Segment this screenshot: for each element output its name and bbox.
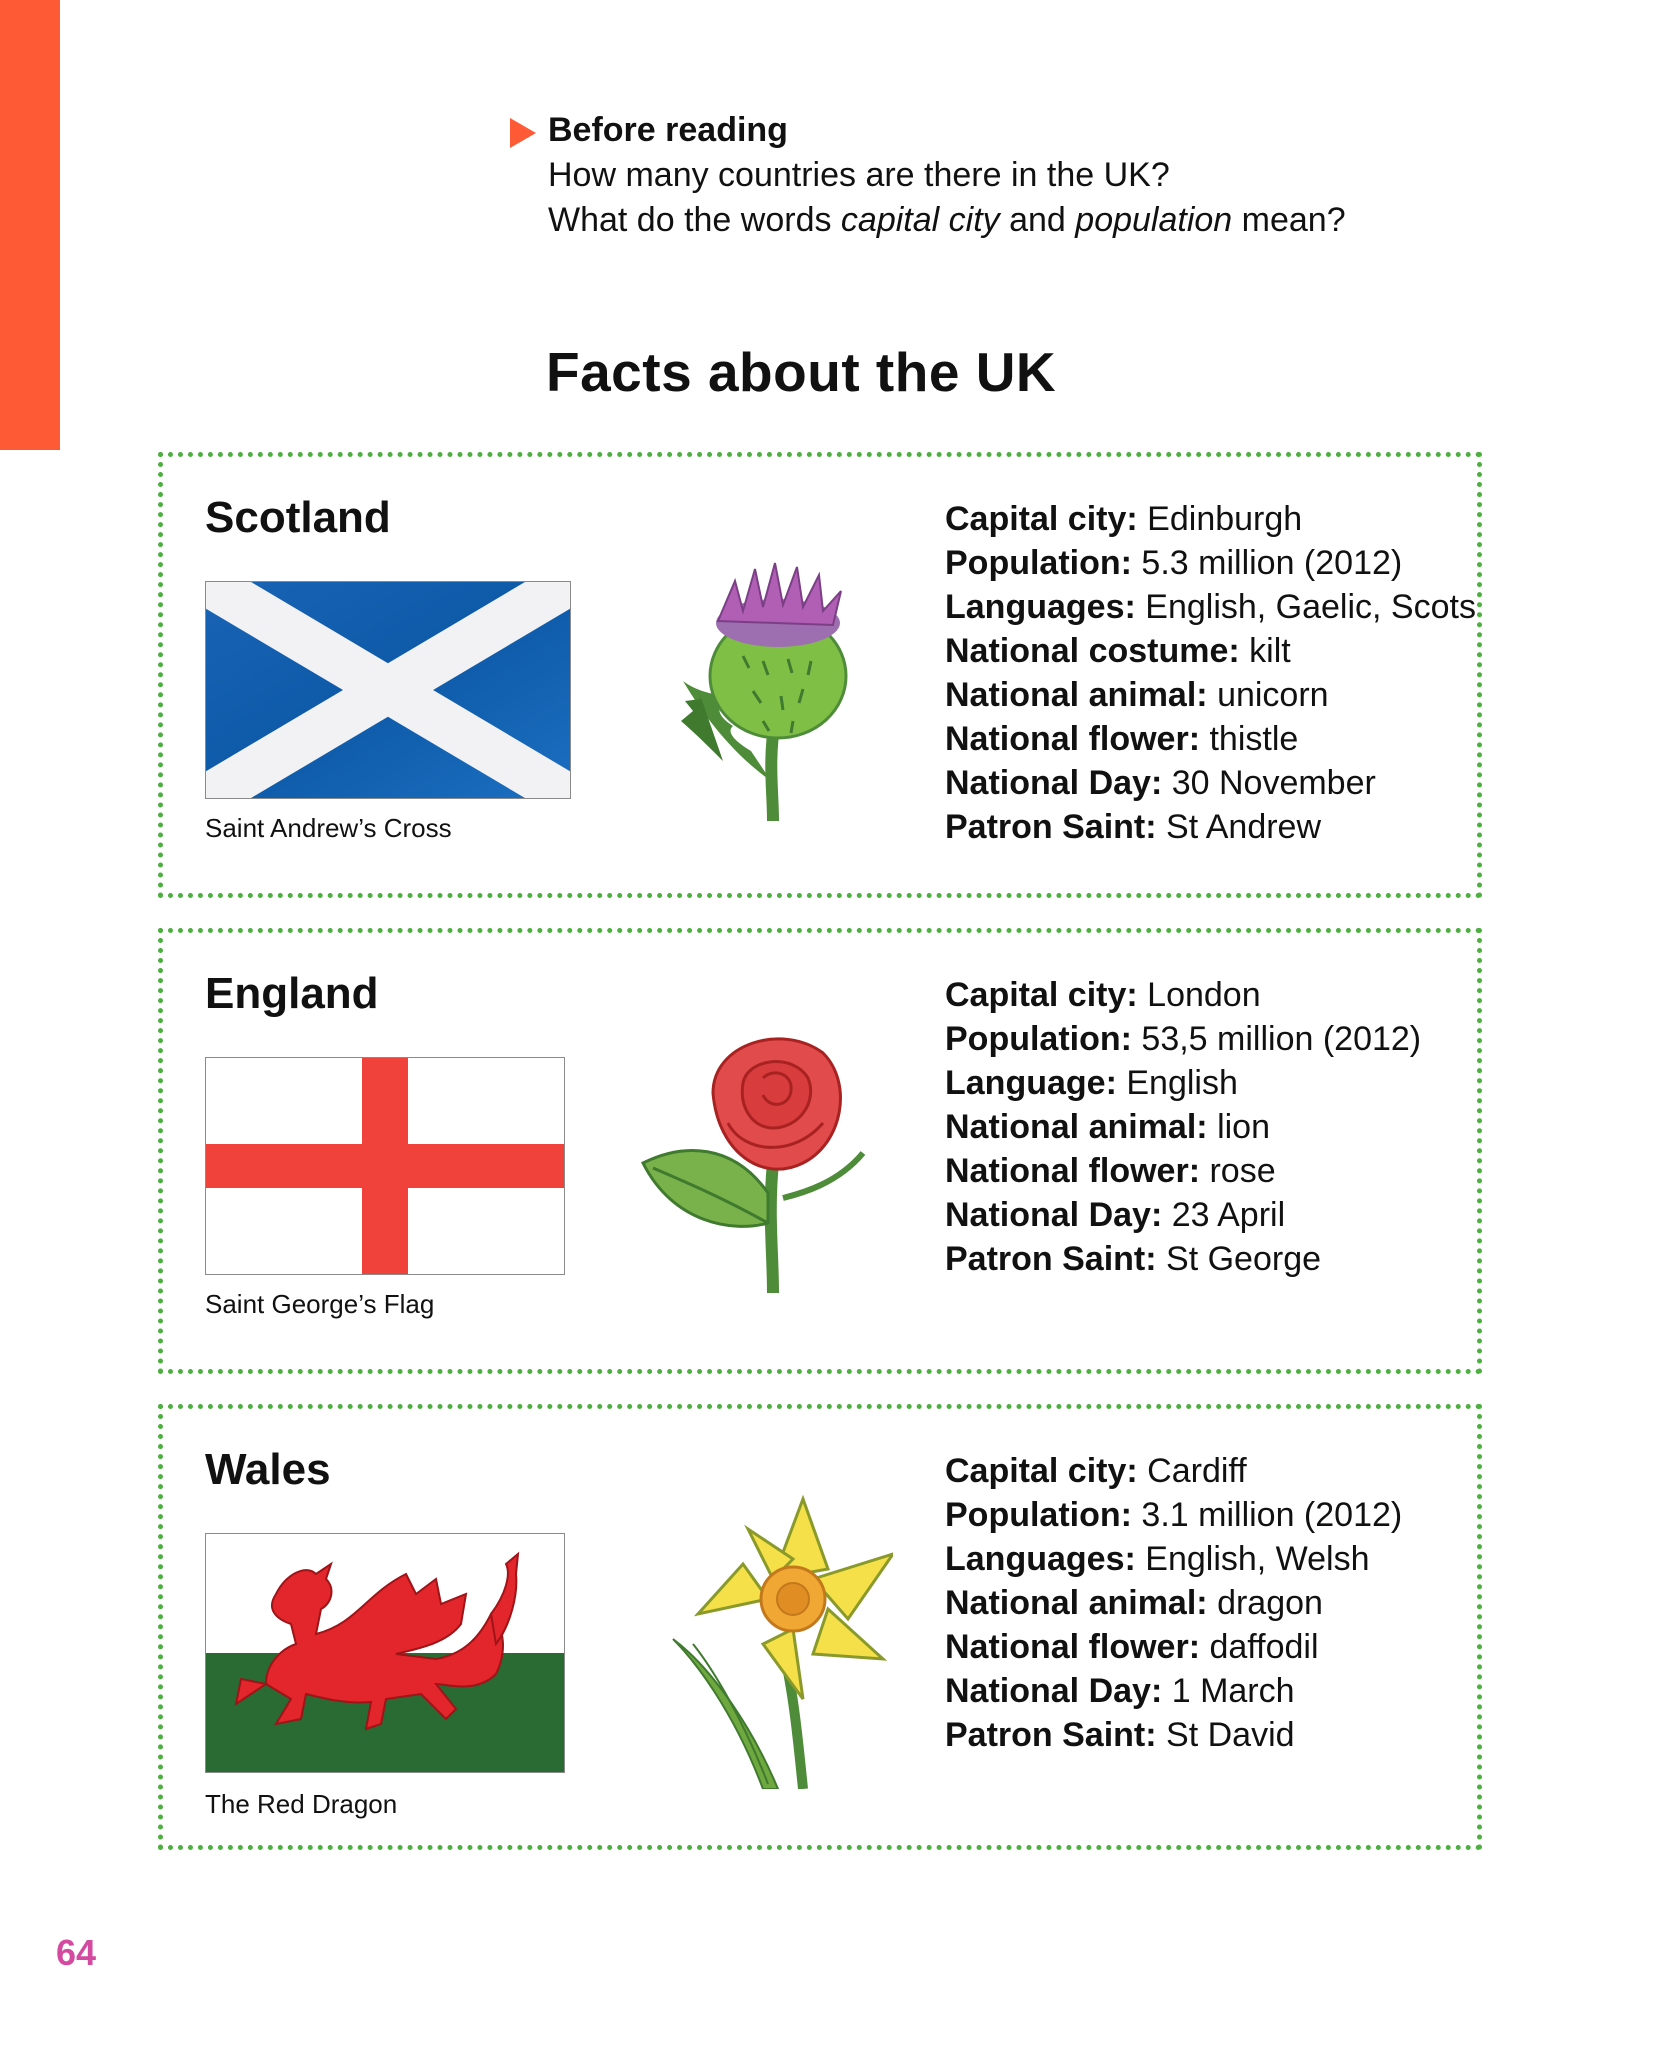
flag-caption: The Red Dragon bbox=[205, 1789, 398, 1819]
country-card-england bbox=[158, 928, 1482, 1374]
fact-value: English, Gaelic, Scots bbox=[1145, 588, 1476, 626]
fact-label: National Day: bbox=[945, 1196, 1163, 1234]
fact-value: lion bbox=[1217, 1108, 1270, 1146]
fact-value: St Andrew bbox=[1166, 808, 1322, 846]
facts-list bbox=[945, 497, 1476, 849]
fact-value: kilt bbox=[1249, 632, 1291, 670]
fact-national-day bbox=[945, 1669, 1402, 1713]
question-1: How many countries are there in the UK? bbox=[548, 156, 1170, 194]
fact-national-day bbox=[945, 1193, 1421, 1237]
fact-value: 1 March bbox=[1171, 1672, 1295, 1710]
fact-patron-saint bbox=[945, 805, 1476, 849]
daffodil-icon bbox=[653, 1489, 893, 1794]
fact-value: English bbox=[1126, 1064, 1238, 1102]
fact-capital-city bbox=[945, 973, 1421, 1017]
fact-label: National animal: bbox=[945, 676, 1208, 714]
fact-value: dragon bbox=[1217, 1584, 1323, 1622]
fact-label: Population: bbox=[945, 1496, 1132, 1534]
fact-value: Cardiff bbox=[1147, 1452, 1247, 1490]
fact-value: English, Welsh bbox=[1145, 1540, 1370, 1578]
country-name: England bbox=[205, 969, 379, 1018]
fact-national-animal bbox=[945, 1581, 1402, 1625]
fact-value: St George bbox=[1166, 1240, 1322, 1278]
fact-capital-city bbox=[945, 497, 1476, 541]
country-name: Scotland bbox=[205, 493, 391, 542]
side-color-bar bbox=[0, 0, 60, 450]
fact-national-flower bbox=[945, 717, 1476, 761]
fact-label: Capital city: bbox=[945, 500, 1138, 538]
flag-caption: Saint George’s Flag bbox=[205, 1289, 435, 1319]
fact-national-costume bbox=[945, 629, 1476, 673]
country-card-wales bbox=[158, 1404, 1482, 1850]
fact-label: Patron Saint: bbox=[945, 808, 1157, 846]
fact-label: National costume: bbox=[945, 632, 1240, 670]
fact-label: Languages: bbox=[945, 1540, 1136, 1578]
fact-value: thistle bbox=[1209, 720, 1299, 758]
fact-value: St David bbox=[1166, 1716, 1295, 1754]
before-reading-heading: Before reading bbox=[548, 111, 788, 149]
fact-label: National flower: bbox=[945, 720, 1201, 758]
question-2-text: What do the words bbox=[548, 201, 841, 239]
flag-scotland bbox=[205, 581, 571, 799]
fact-languages bbox=[945, 1537, 1402, 1581]
fact-label: Capital city: bbox=[945, 976, 1138, 1014]
fact-value: London bbox=[1147, 976, 1261, 1014]
flag-caption: Saint Andrew’s Cross bbox=[205, 813, 452, 843]
fact-label: Language: bbox=[945, 1064, 1117, 1102]
country-card-scotland bbox=[158, 452, 1482, 898]
country-name: Wales bbox=[205, 1445, 331, 1494]
question-2-text: mean? bbox=[1232, 201, 1346, 239]
before-reading-box bbox=[510, 108, 1346, 243]
fact-value: 23 April bbox=[1171, 1196, 1286, 1234]
fact-population bbox=[945, 1017, 1421, 1061]
page-title: Facts about the UK bbox=[546, 341, 1057, 403]
fact-label: National animal: bbox=[945, 1108, 1208, 1146]
play-arrow-icon bbox=[510, 118, 536, 148]
fact-value: 53,5 million (2012) bbox=[1141, 1020, 1422, 1058]
fact-national-flower bbox=[945, 1149, 1421, 1193]
rose-icon bbox=[633, 1023, 883, 1298]
fact-value: Edinburgh bbox=[1147, 500, 1303, 538]
fact-label: Population: bbox=[945, 544, 1132, 582]
fact-population bbox=[945, 541, 1476, 585]
fact-capital-city bbox=[945, 1449, 1402, 1493]
fact-label: National Day: bbox=[945, 764, 1163, 802]
fact-national-flower bbox=[945, 1625, 1402, 1669]
fact-national-animal bbox=[945, 1105, 1421, 1149]
fact-patron-saint bbox=[945, 1237, 1421, 1281]
fact-language bbox=[945, 1061, 1421, 1105]
fact-patron-saint bbox=[945, 1713, 1402, 1757]
fact-value: unicorn bbox=[1217, 676, 1329, 714]
fact-value: 30 November bbox=[1171, 764, 1376, 802]
fact-value: daffodil bbox=[1209, 1628, 1319, 1666]
fact-label: National flower: bbox=[945, 1628, 1201, 1666]
term-capital-city: capital city bbox=[840, 201, 1000, 239]
fact-label: Capital city: bbox=[945, 1452, 1138, 1490]
term-population: population bbox=[1075, 201, 1233, 239]
fact-population bbox=[945, 1493, 1402, 1537]
fact-national-animal bbox=[945, 673, 1476, 717]
facts-list bbox=[945, 973, 1421, 1281]
fact-value: 5.3 million (2012) bbox=[1141, 544, 1403, 582]
fact-label: National Day: bbox=[945, 1672, 1163, 1710]
question-2-text: and bbox=[999, 201, 1076, 239]
fact-value: 3.1 million (2012) bbox=[1141, 1496, 1403, 1534]
fact-national-day bbox=[945, 761, 1476, 805]
fact-label: National flower: bbox=[945, 1152, 1201, 1190]
question-2 bbox=[548, 198, 1346, 243]
fact-languages bbox=[945, 585, 1476, 629]
flag-wales bbox=[205, 1533, 565, 1773]
thistle-icon bbox=[663, 561, 883, 826]
fact-value: rose bbox=[1209, 1152, 1276, 1190]
fact-label: Languages: bbox=[945, 588, 1136, 626]
fact-label: Patron Saint: bbox=[945, 1240, 1157, 1278]
fact-label: National animal: bbox=[945, 1584, 1208, 1622]
fact-label: Population: bbox=[945, 1020, 1132, 1058]
fact-label: Patron Saint: bbox=[945, 1716, 1157, 1754]
page-number: 64 bbox=[56, 1932, 97, 1973]
facts-list bbox=[945, 1449, 1402, 1757]
flag-england bbox=[205, 1057, 565, 1275]
